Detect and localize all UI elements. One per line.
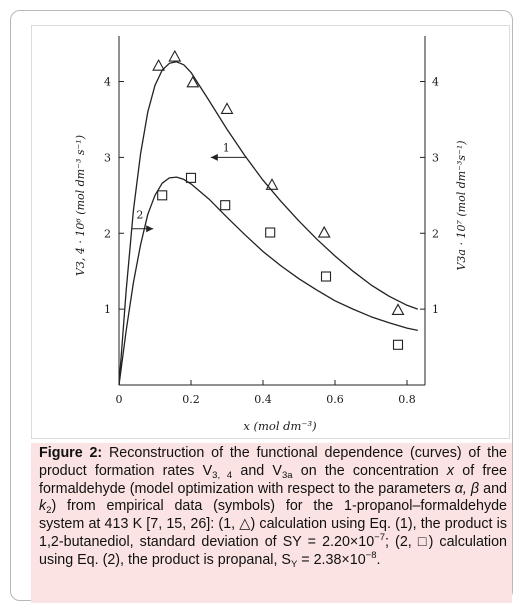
y-tick-label-left: 4 bbox=[104, 75, 111, 89]
caption-sub: 3, 4 bbox=[212, 469, 233, 481]
caption-text: of free formaldehyde (model optimization with respect to the parameters bbox=[39, 462, 507, 497]
caption-label: Figure 2: bbox=[39, 445, 103, 461]
figure-card bbox=[10, 10, 513, 601]
annotation-2-label: 2 bbox=[136, 208, 144, 222]
chart-svg bbox=[32, 26, 509, 438]
axis-labels bbox=[74, 76, 468, 433]
square-marker bbox=[322, 272, 331, 281]
square-marker bbox=[221, 201, 230, 210]
y-tick-label-right: 4 bbox=[432, 75, 439, 89]
caption-text: and bbox=[479, 480, 507, 497]
caption-text: . bbox=[376, 551, 381, 568]
annotation-1-arrow-head bbox=[211, 154, 218, 161]
triangle-marker bbox=[267, 179, 278, 189]
triangle-marker bbox=[222, 103, 233, 113]
caption-sup: −7 bbox=[374, 531, 385, 543]
caption-text: and V bbox=[232, 462, 282, 479]
y-tick-label-left: 1 bbox=[104, 303, 111, 317]
data-points bbox=[153, 51, 403, 349]
y-tick-label-right: 1 bbox=[432, 303, 439, 317]
caption-sub: 3a bbox=[281, 469, 293, 481]
caption-italic: x bbox=[446, 462, 455, 479]
x-tick-label: 0.2 bbox=[182, 393, 200, 406]
triangle-marker bbox=[319, 227, 330, 237]
annotation-2-arrow-head bbox=[146, 225, 153, 232]
y-tick-label-right: 3 bbox=[432, 151, 439, 165]
square-marker bbox=[187, 173, 196, 182]
annotations bbox=[132, 141, 247, 232]
caption-sub: 2 bbox=[46, 505, 52, 517]
triangle-marker bbox=[153, 60, 164, 70]
x-axis-label: x (mol dm⁻³) bbox=[243, 419, 317, 433]
caption-sup: −8 bbox=[365, 549, 377, 561]
chart-panel bbox=[31, 25, 510, 439]
y-axis-label-left: V3, 4 · 10⁶ (mol dm⁻³ s⁻¹) bbox=[74, 134, 87, 277]
caption-box bbox=[31, 443, 512, 603]
series-1-curve bbox=[119, 62, 418, 385]
x-tick-label: 0.4 bbox=[254, 393, 272, 406]
x-tick-label: 0.8 bbox=[398, 393, 416, 406]
caption-text: on the concentration bbox=[292, 462, 447, 479]
axes bbox=[119, 36, 425, 385]
caption-sub: Y bbox=[290, 558, 298, 570]
y-axis-label-right: V3a · 10⁷ (mol dm⁻³s⁻¹) bbox=[455, 140, 468, 271]
triangle-marker bbox=[169, 51, 180, 61]
y-tick-label-right: 2 bbox=[432, 227, 439, 241]
series-2-curve bbox=[119, 177, 418, 385]
caption-italic: α, β bbox=[454, 480, 480, 497]
annotation-1-label: 1 bbox=[222, 141, 230, 155]
caption-text: ; (2, □) calculation using Eq. (2), the product is propanal, S bbox=[39, 533, 507, 568]
triangle-marker bbox=[393, 304, 404, 314]
square-marker bbox=[394, 340, 403, 349]
caption-text: = 2.38×10 bbox=[297, 551, 366, 568]
y-tick-label-left: 2 bbox=[104, 227, 111, 241]
square-marker bbox=[158, 191, 167, 200]
x-tick-label: 0.6 bbox=[326, 393, 344, 406]
caption-text: ) from empirical data (symbols) for the 1-propanol–formaldehyde system at 413 K [7, 15, 26]: (1, △) calculation using Eq. (1), the product is 1,2-butanediol, standard deviation of SY = 2.20×10 bbox=[39, 498, 507, 550]
x-tick-label: 0 bbox=[115, 393, 123, 406]
curves bbox=[119, 62, 418, 385]
figure-caption bbox=[39, 445, 507, 570]
y-tick-label-left: 3 bbox=[104, 151, 111, 165]
caption-italic: k bbox=[39, 498, 47, 515]
caption-text: Reconstruction of the functional dependence (curves) of the product formation rates V bbox=[39, 445, 507, 479]
square-marker bbox=[266, 228, 275, 237]
